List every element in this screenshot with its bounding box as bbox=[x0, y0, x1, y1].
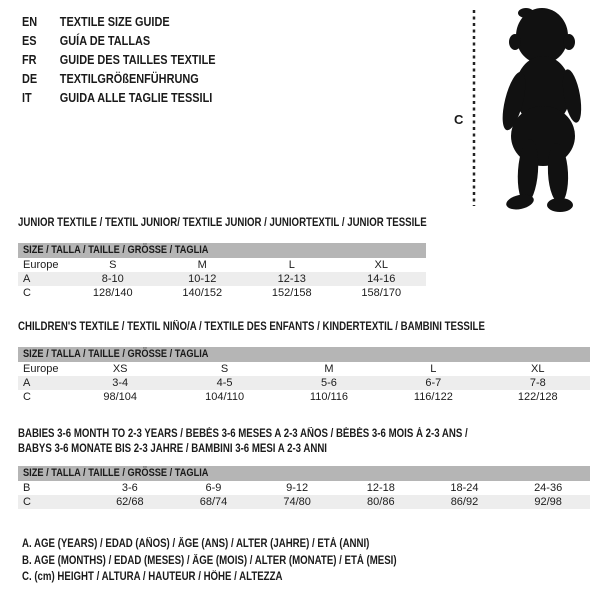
table-cell: M bbox=[197, 259, 207, 271]
table-cell: 9-12 bbox=[286, 482, 309, 494]
table-cell: 104/110 bbox=[205, 391, 245, 403]
section-title-text: CHILDREN'S TEXTILE / TEXTIL NIÑO/A / TEXTILE DES ENFANTS / KINDERTEXTIL / BAMBINI TESSILE bbox=[18, 321, 485, 333]
table-cell: S bbox=[109, 259, 117, 271]
table-cell: 86/92 bbox=[450, 496, 479, 508]
language-code: IT bbox=[22, 90, 32, 105]
size-table-junior bbox=[18, 258, 426, 300]
table-cell: 18-24 bbox=[450, 482, 479, 494]
language-row bbox=[22, 88, 216, 107]
section-title bbox=[18, 427, 590, 442]
table-row bbox=[18, 362, 590, 376]
table-row bbox=[18, 390, 590, 404]
section-junior-textile bbox=[18, 216, 426, 300]
table-cell: 14-16 bbox=[367, 273, 396, 285]
table-cell: XL bbox=[374, 259, 388, 271]
table-cell: L bbox=[288, 259, 295, 271]
table-cell: 122/128 bbox=[517, 391, 558, 403]
language-row bbox=[22, 50, 216, 69]
guide-title: TEXTILE SIZE GUIDE bbox=[59, 14, 170, 29]
section-title-text: BABIES 3-6 MONTH TO 2-3 YEARS / BEBÉS 3-6 MESES A 2-3 AÑOS / BÉBÉS 3-6 MOIS À 2-3 ANS / bbox=[18, 428, 468, 440]
language-code: ES bbox=[22, 33, 37, 48]
language-title-list bbox=[22, 12, 252, 107]
table-cell: 92/98 bbox=[534, 496, 562, 508]
table-cell: A bbox=[23, 273, 31, 285]
guide-title: TEXTILGRÖßENFÜHRUNG bbox=[59, 71, 199, 86]
table-cell: 74/80 bbox=[283, 496, 311, 508]
table-cell: 12-13 bbox=[277, 273, 306, 285]
size-table-children bbox=[18, 362, 590, 404]
guide-title: GUIDA ALLE TAGLIE TESSILI bbox=[59, 90, 213, 105]
table-row bbox=[18, 495, 590, 509]
table-cell: 10-12 bbox=[188, 273, 217, 285]
table-cell: 110/116 bbox=[309, 391, 349, 403]
table-row bbox=[18, 376, 590, 390]
height-figure bbox=[446, 4, 598, 218]
table-cell: 7-8 bbox=[529, 377, 546, 389]
table-cell: 128/140 bbox=[92, 287, 133, 299]
table-cell: L bbox=[430, 363, 437, 375]
table-cell: C bbox=[23, 391, 31, 403]
table-row bbox=[18, 481, 590, 495]
size-table-babies bbox=[18, 481, 590, 509]
size-header-bar bbox=[18, 347, 590, 362]
table-cell: C bbox=[23, 496, 31, 508]
table-cell: 152/158 bbox=[271, 287, 312, 299]
language-row bbox=[22, 69, 216, 88]
table-cell: 3-4 bbox=[112, 377, 129, 389]
size-header-text: SIZE / TALLA / TAILLE / GRÖSSE / TAGLIA bbox=[23, 467, 209, 479]
table-cell: 6-7 bbox=[425, 377, 442, 389]
section-children-textile bbox=[18, 320, 590, 404]
language-code: DE bbox=[22, 71, 38, 86]
guide-title: GUÍA DE TALLAS bbox=[59, 33, 151, 48]
section-title-text: JUNIOR TEXTILE / TEXTIL JUNIOR/ TEXTILE JUNIOR / JUNIORTEXTIL / JUNIOR TESSILE bbox=[18, 217, 427, 229]
table-cell: 62/68 bbox=[116, 496, 144, 508]
table-cell: 8-10 bbox=[101, 273, 124, 285]
table-cell: Europe bbox=[23, 363, 59, 375]
section-title bbox=[18, 320, 590, 335]
table-cell: B bbox=[23, 482, 31, 494]
section-title-text: BABYS 3-6 MONATE BIS 2-3 JAHRE / BAMBINI 3-6 MESI A 2-3 ANNI bbox=[18, 443, 327, 455]
guide-title: GUIDE DES TAILLES TEXTILE bbox=[59, 52, 216, 67]
table-cell: 68/74 bbox=[199, 496, 228, 508]
toddler-silhouette bbox=[446, 4, 598, 218]
table-row bbox=[18, 258, 426, 272]
table-cell: 5-6 bbox=[321, 377, 337, 389]
language-row bbox=[22, 12, 216, 31]
table-cell: 12-18 bbox=[366, 482, 395, 494]
table-cell: C bbox=[23, 287, 31, 299]
size-header-bar bbox=[18, 466, 590, 481]
table-cell: 4-5 bbox=[216, 377, 233, 389]
table-cell: 3-6 bbox=[121, 482, 138, 494]
language-code: FR bbox=[22, 52, 37, 67]
table-cell: 140/152 bbox=[182, 287, 223, 299]
table-cell: 98/104 bbox=[103, 391, 138, 403]
legend-line-c: C. (cm) HEIGHT / ALTURA / HAUTEUR / HÖHE / ALTEZZA bbox=[22, 571, 283, 583]
table-row bbox=[18, 286, 426, 300]
language-row bbox=[22, 31, 216, 50]
section-title-line2 bbox=[18, 442, 590, 457]
toddler-shape bbox=[498, 8, 585, 212]
height-label-c: C bbox=[454, 112, 464, 127]
legend-line-a: A. AGE (YEARS) / EDAD (AÑOS) / ÂGE (ANS) / ALTER (JAHRE) / ETÀ (ANNI) bbox=[22, 538, 370, 550]
table-cell: XS bbox=[112, 363, 128, 375]
table-cell: A bbox=[23, 377, 31, 389]
size-header-text: SIZE / TALLA / TAILLE / GRÖSSE / TAGLIA bbox=[23, 244, 209, 256]
table-cell: S bbox=[220, 363, 229, 375]
table-cell: M bbox=[324, 363, 334, 375]
table-row bbox=[18, 272, 426, 286]
table-cell: 6-9 bbox=[205, 482, 222, 494]
table-cell: 80/86 bbox=[367, 496, 395, 508]
size-header-text: SIZE / TALLA / TAILLE / GRÖSSE / TAGLIA bbox=[23, 348, 209, 360]
language-code: EN bbox=[22, 14, 38, 29]
table-cell: XL bbox=[531, 363, 545, 375]
table-cell: Europe bbox=[23, 259, 59, 271]
table-cell: 116/122 bbox=[413, 391, 453, 403]
section-babies-textile bbox=[18, 427, 590, 509]
table-cell: 24-36 bbox=[534, 482, 563, 494]
size-header-bar bbox=[18, 243, 426, 258]
legend-line-b: B. AGE (MONTHS) / EDAD (MESES) / ÂGE (MOIS) / ALTER (MONATE) / ETÀ (MESI) bbox=[22, 554, 397, 567]
table-cell: 158/170 bbox=[361, 287, 402, 299]
section-title bbox=[18, 216, 426, 231]
measurement-legend bbox=[22, 536, 468, 586]
